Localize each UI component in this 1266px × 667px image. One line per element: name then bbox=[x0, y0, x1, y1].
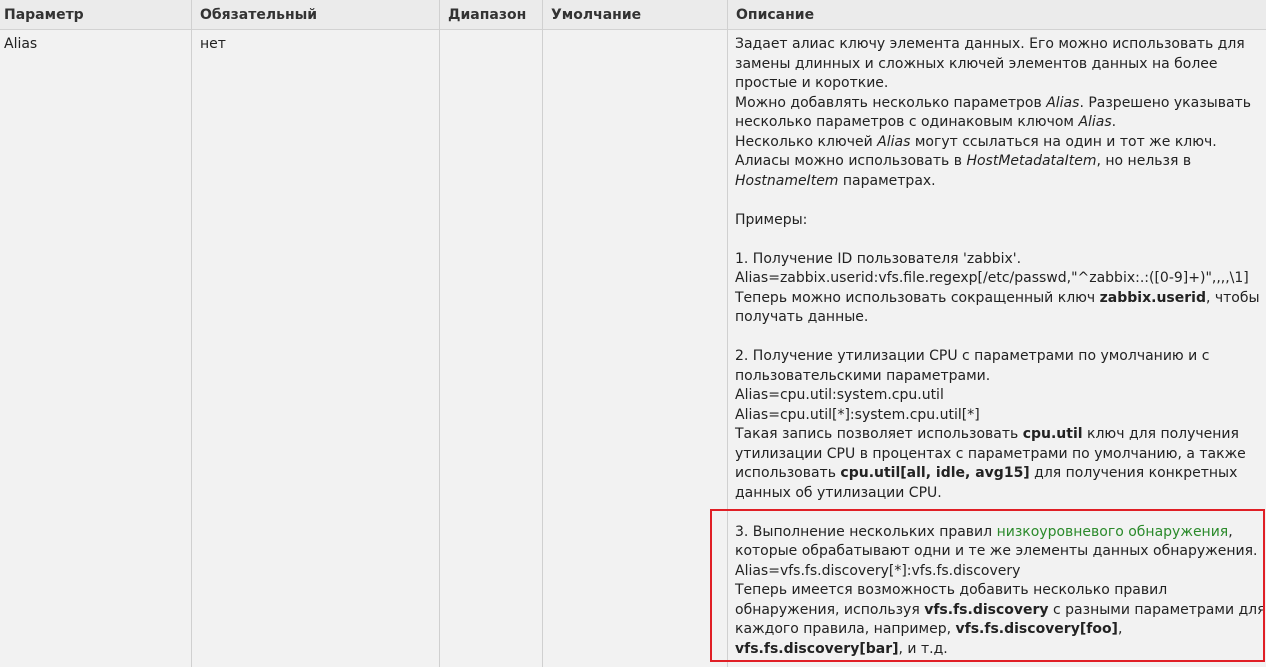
desc-line: утилизации CPU в процентах с параметрами по умолчанию, а также bbox=[735, 445, 1246, 462]
column-divider bbox=[542, 0, 543, 667]
header-range: Диапазон bbox=[448, 7, 527, 23]
desc-line: пользовательскими параметрами. bbox=[735, 367, 991, 384]
desc-line: Несколько ключей Alias могут ссылаться на один и тот же ключ. bbox=[735, 133, 1217, 150]
table-header bbox=[0, 0, 1266, 30]
desc-line: HostnameItem параметрах. bbox=[735, 172, 936, 189]
example-3-code: Alias=vfs.fs.discovery[*]:vfs.fs.discovery bbox=[735, 562, 1021, 579]
low-level-discovery-link[interactable]: низкоуровневого обнаружения bbox=[996, 523, 1229, 540]
desc-line: Теперь имеется возможность добавить несколько правил bbox=[735, 582, 1168, 598]
header-required: Обязательный bbox=[200, 7, 318, 23]
header-description: Описание bbox=[736, 7, 815, 23]
column-divider bbox=[439, 0, 440, 667]
desc-line: Теперь можно использовать сокращенный ключ zabbix.userid, чтобы bbox=[735, 289, 1260, 306]
desc-line: использовать cpu.util[all, idle, avg15] для получения конкретных bbox=[735, 465, 1238, 481]
examples-heading: Примеры: bbox=[735, 211, 808, 228]
desc-line: замены длинных и сложных ключей элементов данных на более bbox=[735, 55, 1218, 72]
example-2-code: Alias=cpu.util:system.cpu.util bbox=[735, 387, 944, 403]
desc-line: каждого правила, например, vfs.fs.discovery[foo], bbox=[735, 621, 1123, 637]
header-default: Умолчание bbox=[551, 7, 642, 23]
desc-line: получать данные. bbox=[735, 309, 869, 325]
column-divider bbox=[191, 0, 192, 667]
desc-line: несколько параметров с одинаковым ключом Alias. bbox=[735, 114, 1117, 130]
desc-line: vfs.fs.discovery[bar], и т.д. bbox=[735, 640, 948, 657]
cell-param: Alias bbox=[4, 36, 38, 52]
desc-line: Задает алиас ключу элемента данных. Его можно использовать для bbox=[735, 36, 1245, 52]
example-2-title: 2. Получение утилизации CPU с параметрами по умолчанию и с bbox=[735, 348, 1210, 364]
desc-line: обнаружения, используя vfs.fs.discovery с разными параметрами для bbox=[735, 601, 1266, 618]
desc-line: Можно добавлять несколько параметров Alias. Разрешено указывать bbox=[735, 94, 1251, 111]
example-2-code: Alias=cpu.util[*]:system.cpu.util[*] bbox=[735, 406, 980, 423]
example-1-title: 1. Получение ID пользователя 'zabbix'. bbox=[735, 250, 1022, 267]
highlight-box bbox=[710, 509, 1265, 662]
example-1-code: Alias=zabbix.userid:vfs.file.regexp[/etc/passwd,"^zabbix:.:([0-9]+)",,,,\1] bbox=[735, 270, 1249, 286]
example-3-title: 3. Выполнение нескольких правил низкоуровневого обнаружения, bbox=[735, 523, 1233, 540]
header-param: Параметр bbox=[4, 7, 84, 23]
desc-line: простые и короткие. bbox=[735, 75, 889, 91]
cell-required: нет bbox=[200, 36, 226, 52]
desc-line: Такая запись позволяет использовать cpu.util ключ для получения bbox=[735, 426, 1239, 442]
desc-line: которые обрабатывают одни и те же элементы данных обнаружения. bbox=[735, 543, 1258, 559]
desc-line: данных об утилизации CPU. bbox=[735, 484, 942, 501]
desc-line: Алиасы можно использовать в HostMetadataItem, но нельзя в bbox=[735, 153, 1192, 169]
